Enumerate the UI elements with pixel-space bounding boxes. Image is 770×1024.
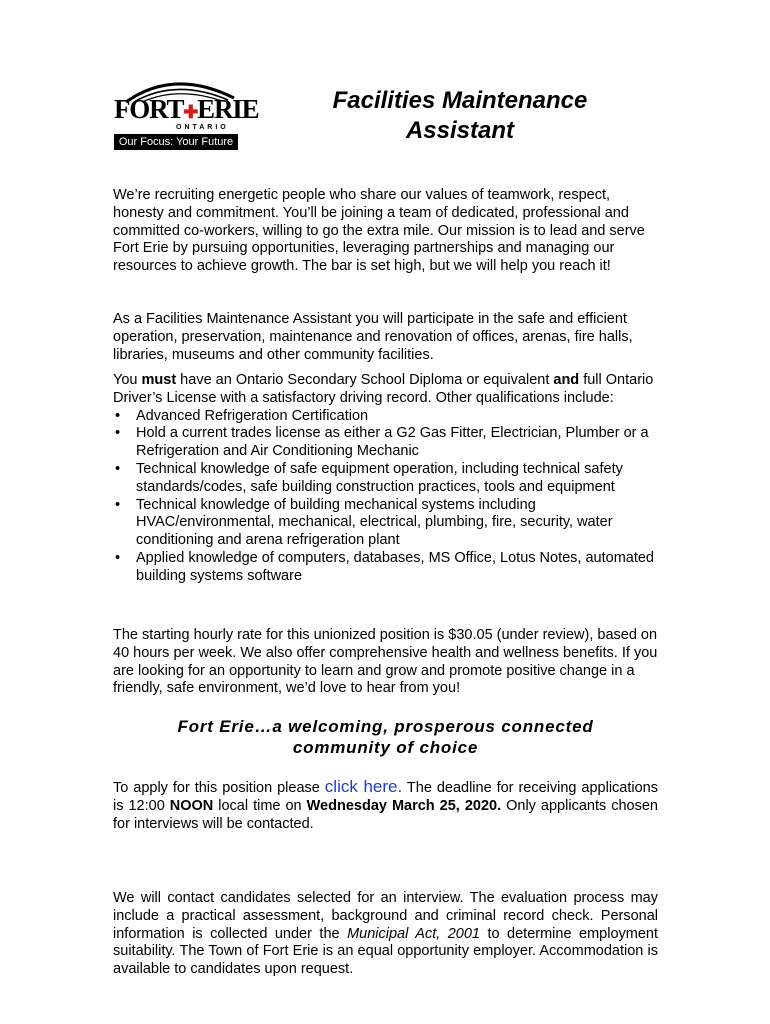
list-item [113,425,658,461]
closing-text [113,890,658,979]
list-item [113,408,658,426]
req-part2: have an Ontario Secondary School Diploma or equivalent [176,372,554,388]
intro-paragraph [113,187,658,276]
logo-tagline: Our Focus: Your Future [114,134,238,150]
qualification-text: Technical knowledge of safe equipment operation, including technical safety standards/codes, safe building construction practices, tools and equipment [136,460,623,495]
closing-act: Municipal Act, 2001 [347,925,480,942]
apply-intro: To apply for this position please [113,780,325,796]
req-part3: full Ontario Driver’s License with a satisfactory driving record. Other qualifications include: [113,372,654,406]
compensation-text: The starting hourly rate for this unionized position is $30.05 (under review), based on 40 hours per week. We also offer comprehensive health and wellness benefits. If you are looking for an opportunity to learn and grow and promote positive change in a friendly, safe environment, we’d love to hear from you! [113,627,658,697]
apply-deadline-date: Wednesday March 25, 2020. [306,797,502,814]
closing-part1: We will contact candidates selected for an interview. The evaluation process may include a practical assessment, background and criminal record check. Personal information is collected under the [113,890,658,942]
bullet-icon: • [115,407,121,424]
slogan-line-2: community of choice [292,738,479,757]
req-must: must [141,372,177,388]
apply-deadline-text: The deadline for receiving applications is 12:00 [113,780,658,814]
qualification-text: Advanced Refrigeration Certification [136,407,369,424]
qualification-text: Applied knowledge of computers, databases, MS Office, Lotus Notes, automated building systems software [136,549,654,584]
closing-paragraph [113,890,658,979]
apply-end: Only applicants chosen for interviews will be contacted. [113,797,658,832]
qualification-text: Hold a current trades license as either a G2 Gas Fitter, Electrician, Plumber or a Refrigeration and Air Conditioning Mechanic [136,425,649,460]
compensation-paragraph [113,627,658,698]
role-text: As a Facilities Maintenance Assistant you will participate in the safe and efficient operation, preservation, maintenance and renovation of offices, arenas, fire halls, libraries, museums and other community facilities. [113,311,633,363]
role-paragraph [113,311,658,364]
maple-leaf-icon: ✚ [183,102,198,122]
apply-paragraph [113,778,658,833]
bullet-icon: • [115,425,121,442]
list-item [113,497,658,550]
list-item [113,461,658,497]
apply-link[interactable]: click here. [324,777,403,796]
title-line-2: Assistant [405,117,515,144]
req-you: You [113,372,142,388]
logo-province: ONTARIO [176,124,229,131]
fort-erie-logo [112,76,259,152]
qualifications-list [113,408,658,586]
bullet-icon: • [115,496,121,513]
qualification-text: Technical knowledge of building mechanical systems including HVAC/environmental, mechanical, electrical, plumbing, fire, security, water conditioning and arena refrigeration plant [136,496,613,549]
intro-text: We’re recruiting energetic people who share our values of teamwork, respect, honesty and commitment. You’ll be joining a team of dedicated, professional and committed co-workers, willing to go the extra mile. Our mission is to lead and serve Fort Erie by pursuing opportunities, leveraging partnerships and managing our resources to achieve growth. The bar is set high, but we will help you reach it! [113,187,645,275]
apply-mid: local time on [213,797,307,814]
title-line-1: Facilities Maintenance [332,87,588,114]
apply-noon: NOON [169,797,214,814]
logo-wordmark: FORT✚ERIE [114,94,259,124]
closing-part2: to determine employment suitability. The Town of Fort Erie is an equal opportunity employer. Accommodation is available to candidates upon request. [113,925,658,978]
slogan-line-1: Fort Erie…a welcoming, prosperous connected [177,717,594,736]
list-item [113,550,658,586]
apply-text [113,778,658,833]
town-slogan [113,716,658,758]
bullet-icon: • [115,549,121,566]
requirements-section [113,372,658,586]
req-and: and [553,372,580,388]
page-title [260,86,660,146]
requirements-text [113,372,658,408]
bullet-icon: • [115,460,121,477]
